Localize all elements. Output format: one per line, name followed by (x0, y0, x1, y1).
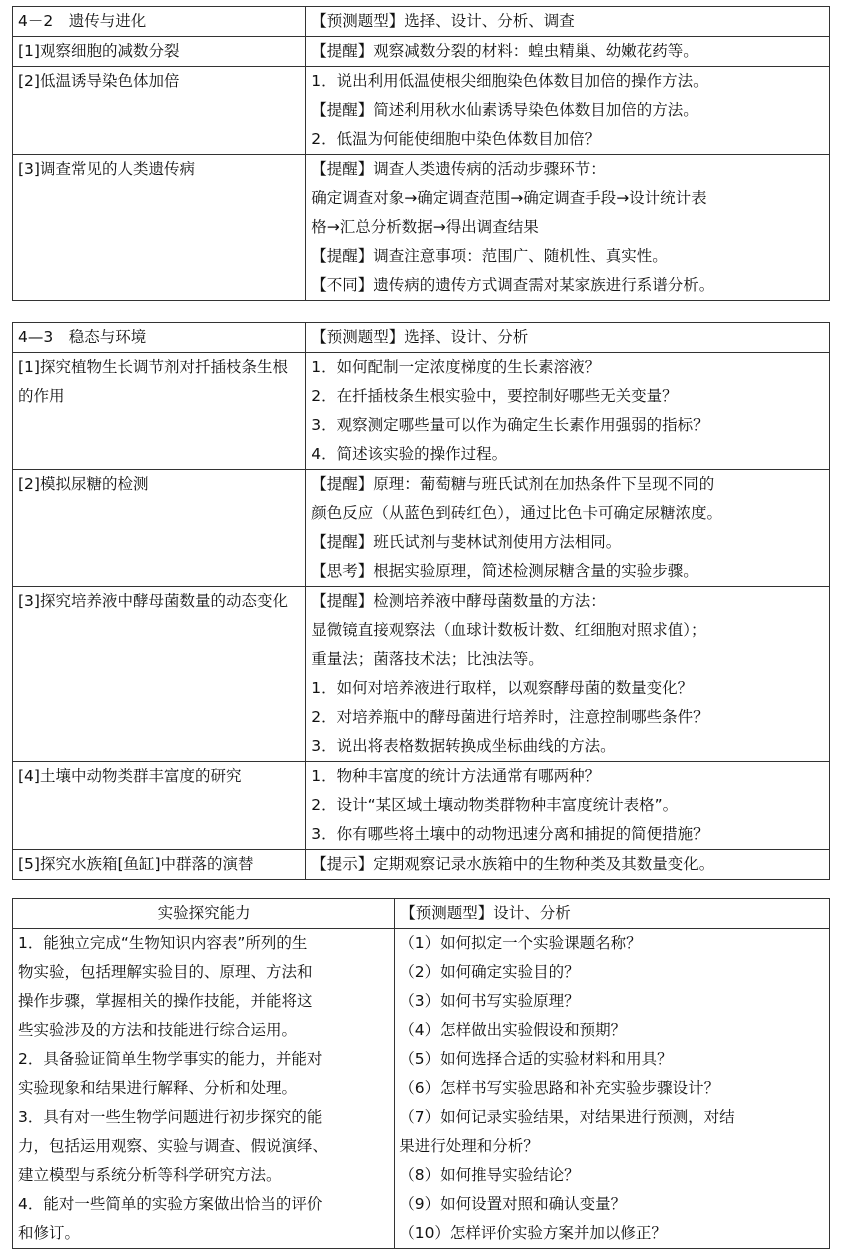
ability-line: 4．能对一些简单的实验方案做出恰当的评价 (18, 1195, 323, 1213)
table-row (13, 929, 830, 1249)
table-row (13, 37, 830, 67)
experiment-name: [5]探究水族箱[鱼缸]中群落的演替 (13, 850, 306, 880)
experiment-name: [3]调查常见的人类遗传病 (13, 155, 306, 301)
experiment-notes (306, 67, 830, 155)
question-line: （5）如何选择合适的实验材料和用具？ (399, 1050, 673, 1068)
table-header-row (13, 323, 830, 353)
question-list (395, 929, 830, 1249)
question-types: 【预测题型】设计、分析 (395, 899, 830, 929)
question-line: （4）怎样做出实验假设和预期？ (399, 1021, 627, 1039)
section-title: 实验探究能力 (13, 899, 395, 929)
ability-line: 实验现象和结果进行解释、分析和处理。 (18, 1079, 298, 1097)
section-title: 4—3 稳态与环境 (13, 323, 306, 353)
experiment-name: [3]探究培养液中酵母菌数量的动态变化 (13, 587, 306, 762)
note-line: 1．如何配制一定浓度梯度的生长素溶液？ (311, 358, 601, 376)
question-line: （7）如何记录实验结果，对结果进行预测，对结 (399, 1108, 735, 1126)
question-line: 果进行处理和分析？ (399, 1137, 539, 1155)
note-line: 【不同】遗传病的遗传方式调查需对某家族进行系谱分析。 (311, 276, 715, 294)
note-line: 1．如何对培养液进行取样，以观察酵母菌的数量变化？ (311, 679, 694, 697)
table-homeostasis-environment (12, 322, 830, 880)
note-line: 2．在扦插枝条生根实验中，要控制好哪些无关变量？ (311, 387, 678, 405)
table-row (13, 762, 830, 850)
note-line: 2．低温为何能使细胞中染色体数目加倍？ (311, 130, 601, 148)
ability-line: 建立模型与系统分析等科学研究方法。 (18, 1166, 282, 1184)
experiment-notes (306, 37, 830, 67)
experiment-notes (306, 353, 830, 470)
note-line: 确定调查对象→确定调查范围→确定调查手段→设计统计表 (311, 189, 707, 207)
experiment-name: [1]探究植物生长调节剂对扦插枝条生根的作用 (13, 353, 306, 470)
note-line: 【提醒】调查人类遗传病的活动步骤环节： (311, 160, 606, 178)
ability-line: 和修订。 (18, 1224, 81, 1242)
note-line: 颜色反应（从蓝色到砖红色），通过比色卡可确定尿糖浓度。 (311, 504, 722, 522)
table-row (13, 850, 830, 880)
note-line: 【提醒】检测培养液中酵母菌数量的方法： (311, 592, 606, 610)
section-title: 4－2 遗传与进化 (13, 7, 306, 37)
note-line: 3．观察测定哪些量可以作为确定生长素作用强弱的指标？ (311, 416, 709, 434)
ability-line: 力，包括运用观察、实验与调查、假说演绎、 (18, 1137, 329, 1155)
note-line: 重量法；菌落技术法；比浊法等。 (311, 650, 544, 668)
question-types: 【预测题型】选择、设计、分析、调查 (306, 7, 830, 37)
experiment-name: [1]观察细胞的减数分裂 (13, 37, 306, 67)
table-header-row (13, 899, 830, 929)
note-line: 3．你有哪些将土壤中的动物迅速分离和捕捉的简便措施？ (311, 825, 709, 843)
experiment-notes (306, 850, 830, 880)
note-line: 4．简述该实验的操作过程。 (311, 445, 508, 463)
note-line: 【思考】根据实验原理，简述检测尿糖含量的实验步骤。 (311, 562, 699, 580)
experiment-notes (306, 762, 830, 850)
ability-list (13, 929, 395, 1249)
question-line: （10）怎样评价实验方案并加以修正？ (399, 1224, 667, 1242)
note-line: 【提醒】班氏试剂与斐林试剂使用方法相同。 (311, 533, 622, 551)
table-row (13, 470, 830, 587)
experiment-notes (306, 155, 830, 301)
table-inquiry-ability (12, 898, 830, 1249)
table-row (13, 587, 830, 762)
experiment-name: [2]低温诱导染色体加倍 (13, 67, 306, 155)
question-types: 【预测题型】选择、设计、分析 (306, 323, 830, 353)
note-line: 2．设计“某区域土壤动物类群物种丰富度统计表格”。 (311, 796, 679, 814)
note-line: 【提醒】调查注意事项：范围广、随机性、真实性。 (311, 247, 668, 265)
note-line: 显微镜直接观察法（血球计数板计数、红细胞对照求值）； (311, 621, 707, 639)
table-row (13, 67, 830, 155)
question-line: （2）如何确定实验目的？ (399, 963, 580, 981)
ability-line: 2．具备验证简单生物学事实的能力，并能对 (18, 1050, 323, 1068)
experiment-name: [4]土壤中动物类群丰富度的研究 (13, 762, 306, 850)
note-line: 2．对培养瓶中的酵母菌进行培养时，注意控制哪些条件？ (311, 708, 709, 726)
note-line: 格→汇总分析数据→得出调查结果 (311, 218, 539, 236)
question-line: （6）怎样书写实验思路和补充实验步骤设计？ (399, 1079, 720, 1097)
experiment-name: [2]模拟尿糖的检测 (13, 470, 306, 587)
ability-line: 1．能独立完成“生物知识内容表”所列的生 (18, 934, 308, 952)
ability-line: 3．具有对一些生物学问题进行初步探究的能 (18, 1108, 323, 1126)
experiment-notes (306, 470, 830, 587)
note-line: 1．物种丰富度的统计方法通常有哪两种？ (311, 767, 601, 785)
table-row (13, 155, 830, 301)
note-line: 1．说出利用低温使根尖细胞染色体数目加倍的操作方法。 (311, 72, 709, 90)
question-line: （1）如何拟定一个实验课题名称？ (399, 934, 642, 952)
question-line: （3）如何书写实验原理？ (399, 992, 580, 1010)
question-line: （8）如何推导实验结论？ (399, 1166, 580, 1184)
experiment-notes (306, 587, 830, 762)
ability-line: 物实验，包括理解实验目的、原理、方法和 (18, 963, 313, 981)
table-genetics-evolution (12, 6, 830, 301)
note-line: 3．说出将表格数据转换成坐标曲线的方法。 (311, 737, 616, 755)
table-header-row (13, 7, 830, 37)
table-row (13, 353, 830, 470)
ability-line: 些实验涉及的方法和技能进行综合运用。 (18, 1021, 298, 1039)
note-line: 【提醒】原理：葡萄糖与班氏试剂在加热条件下呈现不同的 (311, 475, 715, 493)
note-line: 【提示】定期观察记录水族箱中的生物种类及其数量变化。 (311, 855, 715, 873)
ability-line: 操作步骤，掌握相关的操作技能，并能将这 (18, 992, 313, 1010)
question-line: （9）如何设置对照和确认变量？ (399, 1195, 627, 1213)
note-line: 【提醒】观察减数分裂的材料：蝗虫精巢、幼嫩花药等。 (311, 42, 699, 60)
note-line: 【提醒】简述利用秋水仙素诱导染色体数目加倍的方法。 (311, 101, 699, 119)
